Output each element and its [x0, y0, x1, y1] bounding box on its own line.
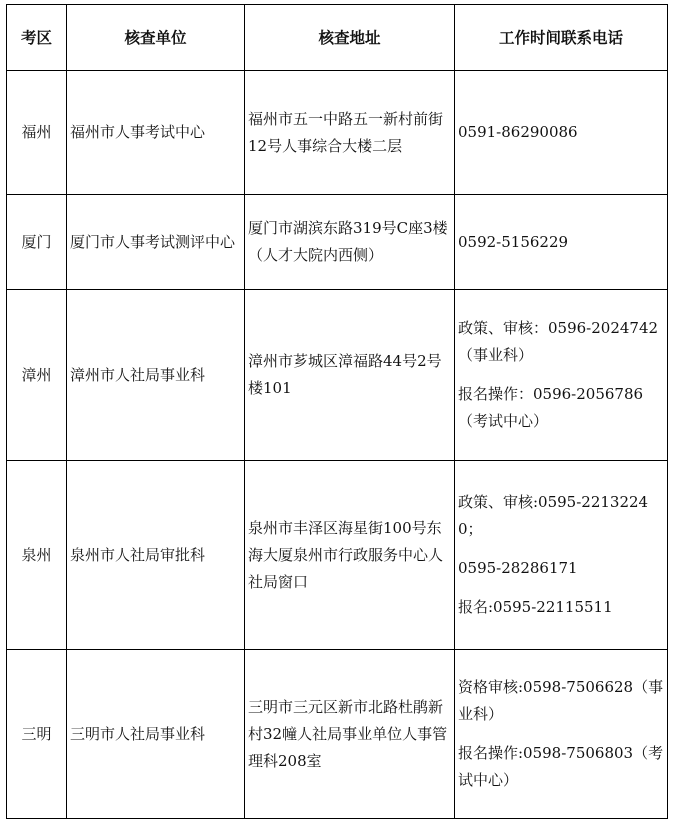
phone-line: 政策、审核:0595-22132240；: [458, 493, 649, 538]
verification-contact-table: [6, 4, 668, 819]
table-row: [7, 461, 668, 650]
phone-cell: [455, 461, 668, 650]
table-row: [7, 71, 668, 195]
phone-cell: [455, 195, 668, 290]
address-cell: 三明市三元区新市北路杜鹃新村32幢人社局事业单位人事管理科208室: [245, 650, 455, 819]
header-address: 核查地址: [245, 5, 455, 71]
table-header-row: [7, 5, 668, 71]
region-cell: 福州: [7, 71, 67, 195]
address-cell: 泉州市丰泽区海星街100号东海大厦泉州市行政服务中心人社局窗口: [245, 461, 455, 650]
region-cell: 厦门: [7, 195, 67, 290]
table-row: [7, 290, 668, 461]
region-cell: 漳州: [7, 290, 67, 461]
address-cell: 漳州市芗城区漳福路44号2号楼101: [245, 290, 455, 461]
address-cell: 福州市五一中路五一新村前街12号人事综合大楼二层: [245, 71, 455, 195]
unit-cell: 三明市人社局事业科: [67, 650, 245, 819]
phone-line: 0592-5156229: [458, 232, 569, 251]
phone-line: 报名:0595-22115511: [458, 598, 613, 616]
spacer: [458, 369, 664, 381]
spacer: [458, 728, 664, 740]
table-row: [7, 650, 668, 819]
spacer: [458, 582, 664, 594]
phone-cell: [455, 71, 668, 195]
phone-cell: [455, 290, 668, 461]
table-row: [7, 195, 668, 290]
phone-line: 资格审核:0598-7506628（事业科）: [458, 678, 664, 723]
phone-cell: [455, 650, 668, 819]
region-cell: 三明: [7, 650, 67, 819]
phone-line: 0591-86290086: [458, 123, 578, 141]
phone-line: 政策、审核：0596-2024742（事业科）: [458, 319, 659, 364]
phone-line: 报名操作:0598-7506803（考试中心）: [458, 744, 664, 789]
region-cell: 泉州: [7, 461, 67, 650]
header-region: 考区: [7, 5, 67, 71]
spacer: [458, 543, 664, 555]
address-cell: 厦门市湖滨东路319号C座3楼（人才大院内西侧）: [245, 195, 455, 290]
unit-cell: 福州市人事考试中心: [67, 71, 245, 195]
unit-cell: 厦门市人事考试测评中心: [67, 195, 245, 290]
unit-cell: 泉州市人社局审批科: [67, 461, 245, 650]
phone-line: 0595-28286171: [458, 559, 578, 577]
header-unit: 核查单位: [67, 5, 245, 71]
unit-cell: 漳州市人社局事业科: [67, 290, 245, 461]
phone-line: 报名操作：0596-2056786（考试中心）: [458, 385, 644, 430]
header-phone: 工作时间联系电话: [455, 5, 668, 71]
